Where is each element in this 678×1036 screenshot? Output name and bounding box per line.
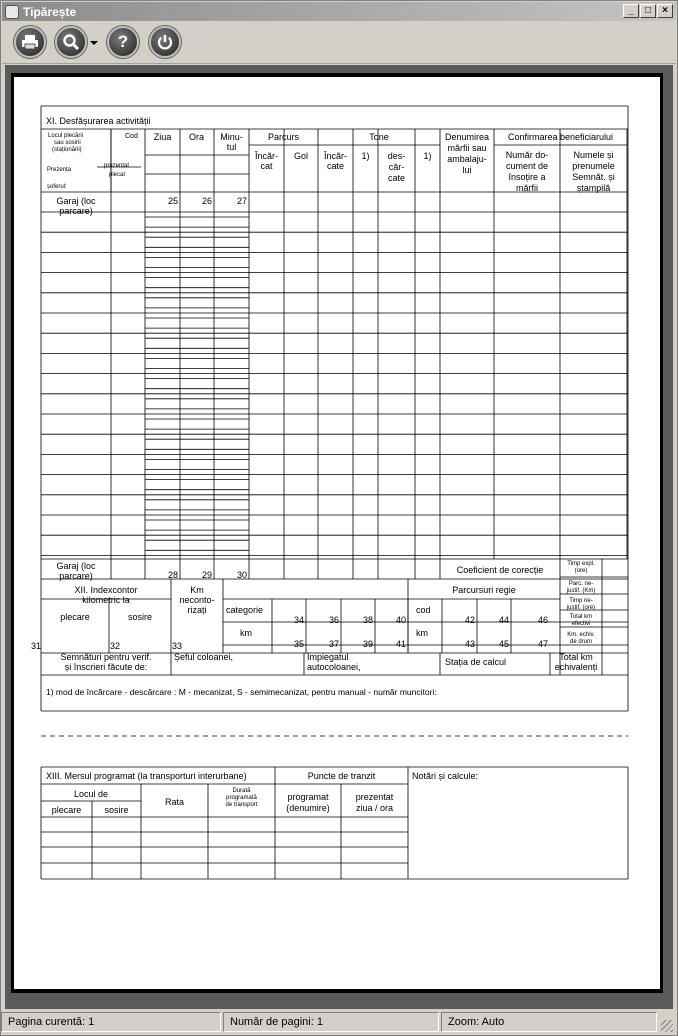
- field-number: 31: [31, 641, 42, 651]
- nume-header: ștampilă: [576, 183, 611, 193]
- garaj-top-label: Garaj (loc: [56, 196, 96, 206]
- mode-header: 1): [361, 151, 370, 161]
- field-number: 38: [362, 615, 373, 625]
- field-number: 29: [201, 570, 212, 580]
- close-window-button[interactable]: ×: [657, 4, 673, 18]
- print-button[interactable]: [14, 26, 46, 58]
- denumire-header: lui: [462, 165, 472, 175]
- plecat-label: plecat: [109, 172, 126, 178]
- title-bar: [2, 2, 676, 21]
- statia-calcul-label: Stația de calcul: [445, 657, 507, 667]
- programat-label: (denumire): [286, 803, 330, 813]
- power-icon: [151, 28, 179, 56]
- exit-button[interactable]: [149, 26, 181, 58]
- field-number: 47: [537, 639, 548, 649]
- field-number: 37: [328, 639, 339, 649]
- descarcate-header: cate: [387, 173, 405, 183]
- document-header: cument de: [505, 161, 549, 171]
- total-km-echiv-label: echivalenți: [554, 662, 598, 672]
- garaj-top-label: parcare): [59, 206, 93, 216]
- field-number: 41: [395, 639, 406, 649]
- document-header: însoțire a: [508, 172, 546, 182]
- field-number: 28: [167, 570, 178, 580]
- field-number: 32: [110, 641, 121, 651]
- parcursuri-regie-label: Parcursuri regie: [452, 585, 516, 595]
- prezentat-label: prezentat: [104, 163, 130, 169]
- field-number: 34: [293, 615, 304, 625]
- impiegat-label: autocoloanei,: [307, 662, 361, 672]
- categorie-label: categorie: [226, 605, 264, 615]
- status-bar: [1, 1012, 675, 1034]
- prezentat-label: prezentat: [355, 792, 394, 802]
- parc-nejustif-label: Parc. ne-: [568, 581, 594, 587]
- rata-label: Rata: [164, 797, 184, 807]
- loc-label: Locul plecării: [48, 133, 84, 139]
- minut-header: tul: [226, 142, 237, 152]
- denumire-header: Denumirea: [444, 132, 490, 142]
- incarcate-header: Încăr-: [323, 151, 347, 161]
- sosire-label: sosire: [127, 612, 152, 622]
- garaj-bottom-label: Garaj (loc: [56, 561, 96, 571]
- total-km-label: Total km: [569, 614, 593, 620]
- indexcontor-label: kilometric la: [82, 595, 130, 605]
- resize-grip-icon[interactable]: [661, 1020, 673, 1032]
- programat-label: programat: [287, 792, 329, 802]
- nume-header: prenumele: [572, 161, 615, 171]
- maximize-button[interactable]: □: [640, 4, 656, 18]
- help-button[interactable]: [107, 26, 139, 58]
- field-number: 42: [464, 615, 475, 625]
- garaj-bottom-label: parcare): [59, 571, 93, 581]
- total-km-echiv-label: Total km: [559, 652, 593, 662]
- seful-coloanei-label: Șeful coloanei,: [174, 652, 234, 662]
- coeficient-label: Coeficient de corecție: [456, 565, 544, 575]
- km-neconto-label: neconto-: [179, 595, 215, 605]
- semnaturi-label: Semnături pentru verif.: [60, 652, 152, 662]
- field-number: 36: [328, 615, 339, 625]
- loc-label: sau sosirii: [54, 140, 81, 146]
- loc-label: (staționării): [52, 147, 82, 153]
- field-number: 35: [293, 639, 304, 649]
- nume-header: Semnăt. și: [572, 172, 615, 182]
- section-title: XI. Desfășurarea activității: [46, 116, 151, 126]
- plecare-label: plecare: [51, 805, 82, 815]
- denumire-header: mărfii sau: [447, 143, 487, 153]
- timp-expl-label: Timp expl.: [567, 561, 595, 567]
- durata-label: Durată: [232, 788, 251, 794]
- help-icon: ?: [117, 32, 129, 51]
- cod-label: cod: [416, 605, 431, 615]
- timp-expl-label: (ore): [574, 568, 588, 574]
- document-header: mărfii: [516, 183, 538, 193]
- incarcate-header: cate: [326, 161, 344, 171]
- field-number: 45: [498, 639, 509, 649]
- puncte-tranzit-label: Puncte de tranzit: [307, 771, 376, 781]
- field-number: 44: [498, 615, 509, 625]
- field-number: 39: [362, 639, 373, 649]
- impiegat-label: Impiegatul: [307, 652, 349, 662]
- report-page: [14, 77, 660, 989]
- notari-label: Notări și calcule:: [412, 771, 479, 781]
- zoom-button[interactable]: [55, 26, 87, 58]
- total-km-label: efectivi: [571, 621, 591, 627]
- km-label: km: [240, 628, 252, 638]
- incarcat-header: Încăr-: [254, 151, 278, 161]
- km-echiv-label: de drum: [569, 639, 592, 645]
- mode-header: 1): [423, 151, 432, 161]
- window-title: Tipărește: [23, 4, 77, 19]
- indexcontor-label: XII. Indexcontor: [74, 585, 138, 595]
- plecare-label: plecare: [60, 612, 90, 622]
- status-zoom: Zoom: Auto: [441, 1012, 657, 1032]
- semnaturi-label: și înscrieri făcute de:: [64, 662, 148, 672]
- toolbar: [2, 22, 676, 64]
- timp-nejustif-label: Timp ne-: [569, 598, 593, 604]
- ora-header: Ora: [188, 132, 204, 142]
- field-number: 33: [172, 641, 183, 651]
- print-icon: [16, 28, 44, 56]
- descarcate-header: des-: [387, 151, 406, 161]
- minimize-button[interactable]: _: [623, 4, 639, 18]
- field-number: 40: [395, 615, 406, 625]
- sosire-label: sosire: [104, 805, 129, 815]
- footnote: 1) mod de încărcare - descărcare : M - mecanizat, S - semimecanizat, pentru manual - număr muncitori:: [46, 687, 437, 697]
- durata-label: programată: [226, 795, 257, 801]
- soferul-label: șoferul:: [47, 184, 67, 190]
- field-number: 46: [537, 615, 548, 625]
- locul-de-label: Locul de: [73, 789, 109, 799]
- descarcate-header: căr-: [388, 162, 405, 172]
- km-neconto-label: rizați: [187, 605, 207, 615]
- field-number: 27: [236, 196, 247, 206]
- ziua-header: Ziua: [153, 132, 172, 142]
- status-current-page: Pagina curentă: 1: [1, 1012, 221, 1032]
- prezenta-label: Prezența: [47, 167, 72, 173]
- km-label: km: [416, 628, 428, 638]
- incarcat-header: cat: [260, 161, 273, 171]
- durata-label: de transport: [225, 802, 258, 808]
- minut-header: Minu-: [220, 132, 243, 142]
- confirmare-header: Confirmarea beneficiarului: [507, 132, 614, 142]
- status-page-count: Număr de pagini: 1: [223, 1012, 439, 1032]
- zoom-icon: [57, 28, 85, 56]
- section-xiii-title: XIII. Mersul programat (la transporturi interurbane): [46, 771, 247, 781]
- app-icon: [5, 5, 19, 19]
- cod-label: Cod: [125, 133, 138, 140]
- denumire-header: ambalaju-: [447, 154, 487, 164]
- field-number: 43: [464, 639, 475, 649]
- field-number: 30: [236, 570, 247, 580]
- field-number: 26: [201, 196, 212, 206]
- gol-header: Gol: [293, 151, 308, 161]
- parc-nejustif-label: justif. (Km): [566, 588, 596, 594]
- km-neconto-label: Km: [190, 585, 204, 595]
- nume-header: Numele și: [573, 150, 614, 160]
- km-echiv-label: Km. echiv.: [567, 632, 595, 638]
- timp-nejustif-label: justif. (ore): [566, 605, 596, 611]
- zoom-dropdown-arrow-icon[interactable]: [90, 41, 98, 45]
- prezentat-label: ziua / ora: [355, 803, 394, 813]
- tone-header: Tone: [369, 132, 389, 142]
- document-header: Număr do-: [505, 150, 549, 160]
- field-number: 25: [167, 196, 178, 206]
- parcurs-header: Parcurs: [267, 132, 299, 142]
